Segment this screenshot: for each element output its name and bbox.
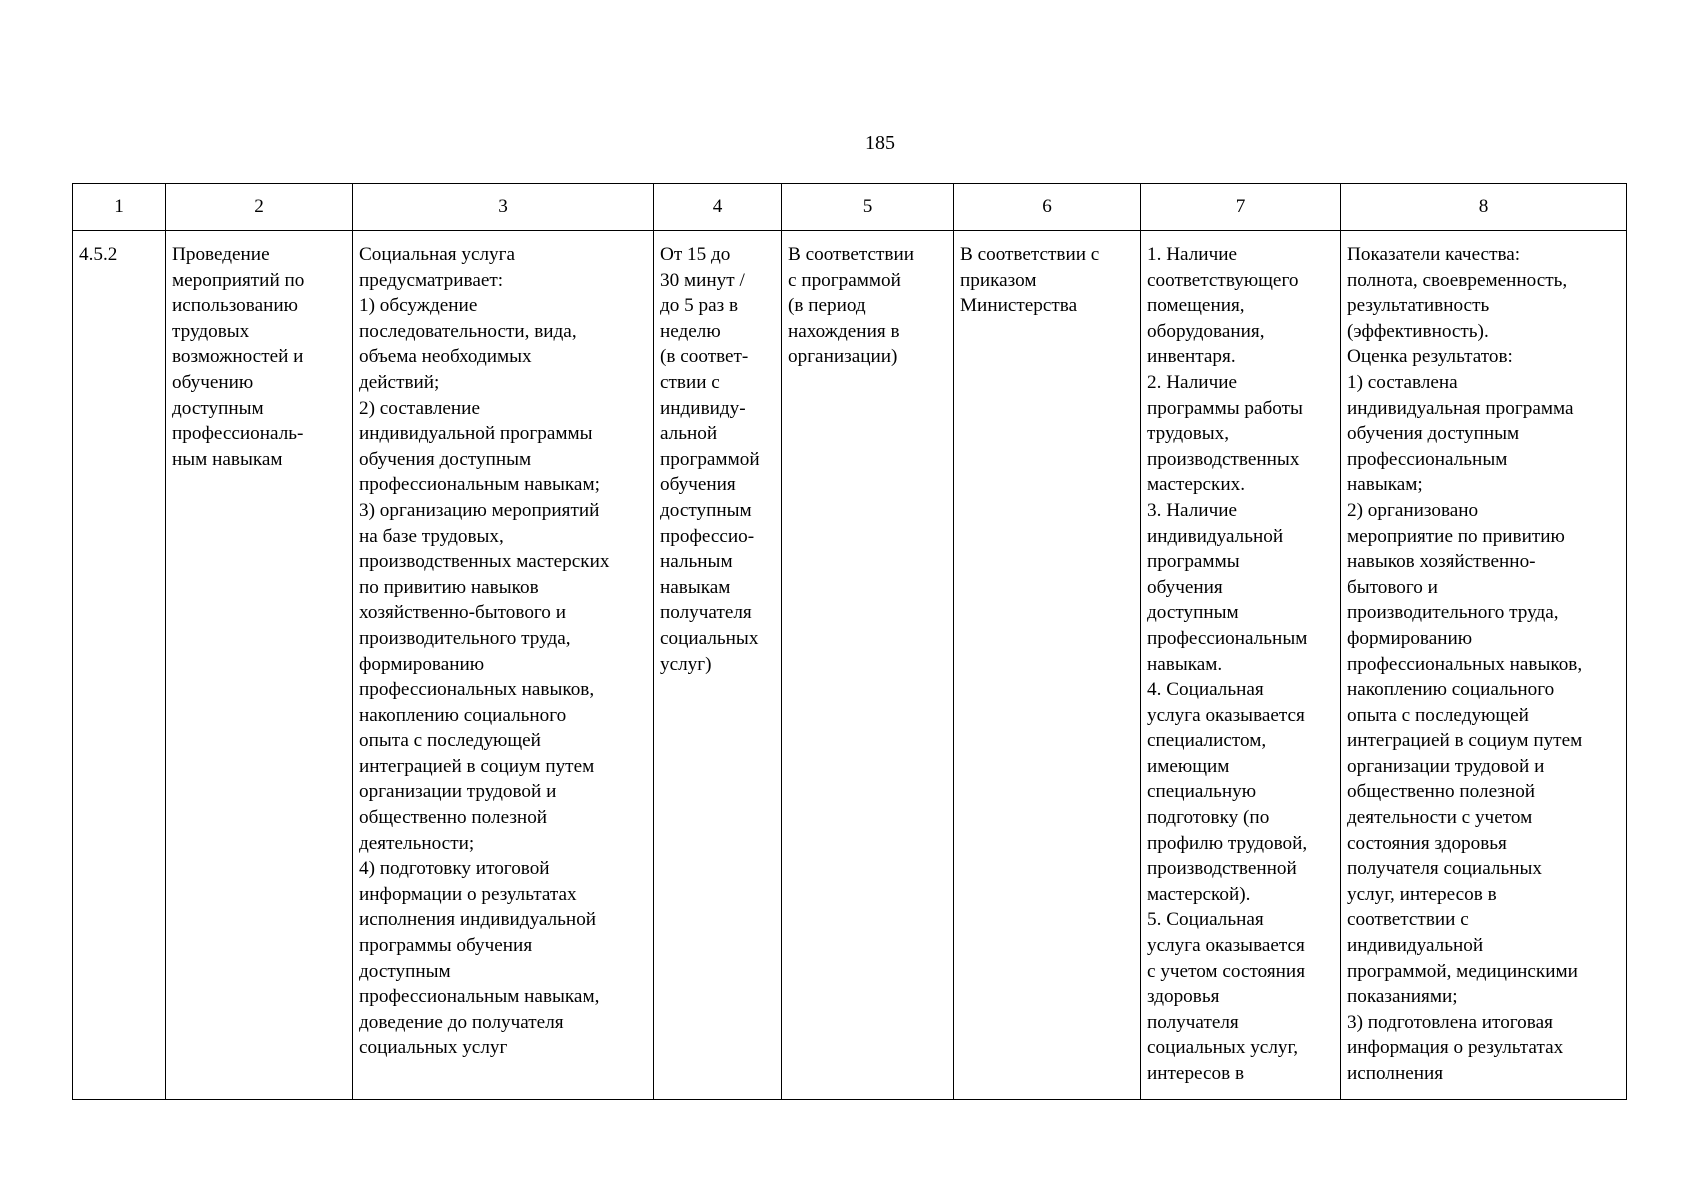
- cell-cost: [954, 231, 1141, 1100]
- cell-text-line: полнота, своевременность,: [1347, 269, 1568, 291]
- cell-text-line: получателя: [660, 602, 752, 624]
- cell-text-line: ным навыкам: [172, 448, 283, 470]
- cell-text-line: накоплению социального: [359, 704, 567, 726]
- cell-text-line: трудовых,: [1147, 423, 1230, 445]
- cell-text-line: обучения: [660, 474, 736, 496]
- services-table: [72, 183, 1627, 1100]
- cell-text-line: навыкам.: [1147, 653, 1223, 675]
- cell-text-line: программы обучения: [359, 935, 533, 957]
- cell-text-line: нахождения в: [788, 320, 900, 342]
- cell-text-line: опыта с последующей: [1347, 704, 1529, 726]
- header-col-4: 4: [654, 184, 782, 231]
- cell-text-line: до 5 раз в: [660, 295, 739, 317]
- cell-text-line: получателя социальных: [1347, 858, 1542, 880]
- cell-text-line: 4. Социальная: [1147, 679, 1264, 701]
- cell-text-line: Оценка результатов:: [1347, 346, 1513, 368]
- cell-text-line: ствии с: [660, 371, 720, 393]
- cell-text-line: формированию: [1347, 627, 1473, 649]
- cell-text-line: профилю трудовой,: [1147, 832, 1308, 854]
- cell-text-line: инвентаря.: [1147, 346, 1236, 368]
- cell-text-line: результативность: [1347, 295, 1490, 317]
- cell-text-line: интересов в: [1147, 1063, 1245, 1084]
- cell-text-line: информация о результатах: [1347, 1037, 1564, 1059]
- cell-text-line: социальных услуг,: [1147, 1037, 1298, 1059]
- cell-text-line: доступным: [172, 397, 264, 419]
- cell-text-line: Министерства: [960, 295, 1078, 317]
- cell-text-line: (в период: [788, 295, 866, 317]
- cell-text-line: индивидуальная программа: [1347, 397, 1574, 419]
- cell-text-line: Проведение: [172, 244, 270, 265]
- cell-text-line: производственных мастерских: [359, 551, 610, 573]
- cell-text-line: В соответствии с: [960, 244, 1100, 265]
- cell-text-line: мероприятий по: [172, 269, 305, 291]
- header-col-8: 8: [1341, 184, 1627, 231]
- cell-text-line: 5. Социальная: [1147, 909, 1264, 931]
- cell-text-line: интеграцией в социум путем: [359, 755, 595, 777]
- cell-text-line: (в соответ-: [660, 346, 749, 368]
- cell-text-line: помещения,: [1147, 295, 1245, 317]
- header-col-2: 2: [166, 184, 353, 231]
- cell-text-line: программой, медицинскими: [1347, 960, 1578, 982]
- cell-text-line: 3. Наличие: [1147, 499, 1238, 521]
- cell-text-line: получателя: [1147, 1011, 1239, 1033]
- cell-item-number: [73, 231, 166, 1100]
- cell-text-line: организации трудовой и: [1347, 755, 1545, 777]
- cell-text-line: исполнения индивидуальной: [359, 909, 597, 931]
- cell-text-line: оборудования,: [1147, 320, 1265, 342]
- cell-text-line: От 15 до: [660, 244, 731, 265]
- cell-text-line: 4.5.2: [79, 244, 118, 265]
- cell-text-line: 30 минут /: [660, 269, 745, 291]
- header-col-5: 5: [782, 184, 954, 231]
- header-row: [73, 184, 1627, 231]
- cell-text-line: услуг): [660, 653, 712, 675]
- cell-text-line: организации): [788, 346, 898, 368]
- cell-text-line: на базе трудовых,: [359, 525, 504, 547]
- cell-text-line: мастерской).: [1147, 883, 1251, 905]
- cell-text-line: 4) подготовку итоговой: [359, 858, 550, 880]
- cell-text-line: соответствующего: [1147, 269, 1299, 291]
- cell-text-line: мероприятие по привитию: [1347, 525, 1565, 547]
- cell-text-line: исполнения: [1347, 1063, 1444, 1084]
- cell-text-line: общественно полезной: [359, 807, 548, 829]
- cell-text-line: по привитию навыков: [359, 576, 539, 598]
- cell-text-line: последовательности, вида,: [359, 320, 577, 342]
- cell-text-line: деятельности;: [359, 832, 475, 854]
- cell-text-line: альной: [660, 423, 718, 445]
- cell-text-line: приказом: [960, 269, 1037, 291]
- cell-text-line: мастерских.: [1147, 474, 1246, 496]
- cell-conditions: [1141, 231, 1341, 1100]
- cell-text-line: навыкам;: [1347, 474, 1423, 496]
- cell-text-line: обучения доступным: [359, 448, 532, 470]
- cell-text-line: социальных: [660, 627, 759, 649]
- cell-text-line: профессиональным: [1347, 448, 1508, 470]
- cell-text-line: 1. Наличие: [1147, 244, 1238, 265]
- cell-text-line: соответствии с: [1347, 909, 1469, 931]
- cell-text-line: 2. Наличие: [1147, 371, 1238, 393]
- table-row: [73, 231, 1627, 1100]
- cell-text-line: хозяйственно-бытового и: [359, 602, 566, 624]
- cell-text-line: профессиональных навыков,: [1347, 653, 1583, 675]
- cell-text-line: производительного труда,: [359, 627, 571, 649]
- cell-text-line: здоровья: [1147, 986, 1220, 1008]
- cell-text-line: услуга оказывается: [1147, 935, 1305, 957]
- cell-text-line: специалистом,: [1147, 730, 1267, 752]
- cell-text-line: доступным: [359, 960, 451, 982]
- cell-text-line: обучению: [172, 371, 254, 393]
- cell-text-line: формированию: [359, 653, 485, 675]
- cell-text-line: бытового и: [1347, 576, 1438, 598]
- cell-text-line: индивидуальной: [1347, 935, 1484, 957]
- cell-text-line: профессиональным навыкам,: [359, 986, 600, 1008]
- cell-text-line: программы: [1147, 551, 1240, 573]
- cell-text-line: опыта с последующей: [359, 730, 541, 752]
- cell-text-line: социальных услуг: [359, 1037, 508, 1059]
- cell-text-line: доступным: [1147, 602, 1239, 624]
- cell-text-line: предусматривает:: [359, 269, 504, 291]
- cell-text-line: обучения доступным: [1347, 423, 1520, 445]
- cell-text-line: индивидуальной: [1147, 525, 1284, 547]
- cell-text-line: организации трудовой и: [359, 781, 557, 803]
- cell-service-name: [166, 231, 353, 1100]
- header-col-1: 1: [73, 184, 166, 231]
- cell-duration: [654, 231, 782, 1100]
- cell-text-line: подготовку (по: [1147, 807, 1270, 829]
- cell-text-line: 2) составление: [359, 397, 480, 419]
- cell-text-line: индивиду-: [660, 397, 746, 419]
- cell-text-line: действий;: [359, 371, 440, 393]
- cell-text-line: состояния здоровья: [1347, 832, 1507, 854]
- cell-text-line: обучения: [1147, 576, 1223, 598]
- cell-text-line: нальным: [660, 551, 733, 573]
- cell-text-line: показаниями;: [1347, 986, 1458, 1008]
- cell-text-line: 1) обсуждение: [359, 295, 478, 317]
- cell-text-line: производственных: [1147, 448, 1300, 470]
- cell-text-line: Социальная услуга: [359, 244, 516, 265]
- cell-text-line: профессио-: [660, 525, 755, 547]
- cell-terms: [782, 231, 954, 1100]
- cell-quality-indicators: [1341, 231, 1627, 1100]
- cell-text-line: 1) составлена: [1347, 371, 1458, 393]
- cell-text-line: деятельности с учетом: [1347, 807, 1533, 829]
- cell-text-line: возможностей и: [172, 346, 304, 368]
- cell-text-line: доведение до получателя: [359, 1011, 564, 1033]
- cell-text-line: имеющим: [1147, 755, 1230, 777]
- cell-text-line: специальную: [1147, 781, 1257, 803]
- header-col-7: 7: [1141, 184, 1341, 231]
- cell-text-line: В соответствии: [788, 244, 915, 265]
- cell-text-line: трудовых: [172, 320, 250, 342]
- cell-text-line: программой: [660, 448, 760, 470]
- cell-text-line: использованию: [172, 295, 298, 317]
- cell-text-line: с программой: [788, 269, 901, 291]
- cell-text-line: интеграцией в социум путем: [1347, 730, 1583, 752]
- cell-text-line: неделю: [660, 320, 721, 342]
- cell-text-line: профессиональ-: [172, 423, 304, 445]
- cell-text-line: общественно полезной: [1347, 781, 1536, 803]
- cell-text-line: навыкам: [660, 576, 731, 598]
- cell-text-line: с учетом состояния: [1147, 960, 1306, 982]
- cell-text-line: индивидуальной программы: [359, 423, 593, 445]
- cell-text-line: профессиональным: [1147, 627, 1308, 649]
- cell-text-line: услуг, интересов в: [1347, 883, 1497, 905]
- cell-text-line: профессиональных навыков,: [359, 679, 595, 701]
- cell-text-line: накоплению социального: [1347, 679, 1555, 701]
- cell-text-line: Показатели качества:: [1347, 244, 1521, 265]
- page-number: 185: [865, 132, 895, 154]
- cell-text-line: производительного труда,: [1347, 602, 1559, 624]
- cell-text-line: информации о результатах: [359, 883, 577, 905]
- cell-text-line: 3) организацию мероприятий: [359, 499, 600, 521]
- cell-text-line: производственной: [1147, 858, 1297, 880]
- cell-service-description: [353, 231, 654, 1100]
- cell-text-line: объема необходимых: [359, 346, 532, 368]
- cell-text-line: доступным: [660, 499, 752, 521]
- cell-text-line: навыков хозяйственно-: [1347, 551, 1536, 573]
- cell-text-line: (эффективность).: [1347, 320, 1489, 342]
- cell-text-line: услуга оказывается: [1147, 704, 1305, 726]
- cell-text-line: программы работы: [1147, 397, 1303, 419]
- cell-text-line: 2) организовано: [1347, 499, 1479, 521]
- header-col-6: 6: [954, 184, 1141, 231]
- header-col-3: 3: [353, 184, 654, 231]
- cell-text-line: 3) подготовлена итоговая: [1347, 1011, 1553, 1033]
- cell-text-line: профессиональным навыкам;: [359, 474, 600, 496]
